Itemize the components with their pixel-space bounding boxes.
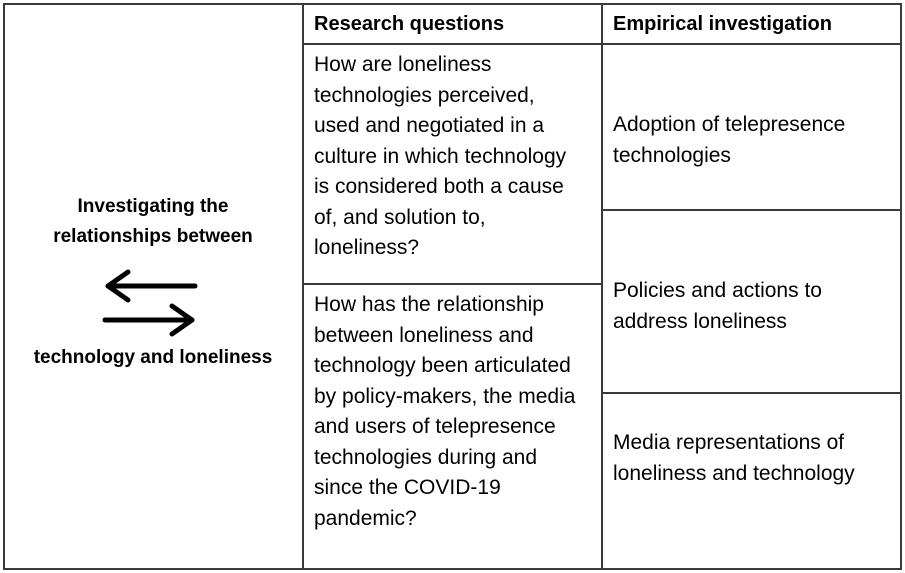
table-border-right bbox=[900, 3, 902, 570]
header-divider bbox=[302, 43, 902, 45]
question-divider bbox=[302, 283, 603, 285]
bidirectional-arrows-icon bbox=[100, 266, 200, 340]
investigation-adoption: Adoption of telepresence technologies bbox=[613, 113, 846, 167]
table-border-left bbox=[3, 3, 5, 570]
column-header-empirical-investigation: Empirical investigation bbox=[613, 13, 832, 35]
column-divider-1 bbox=[302, 3, 304, 570]
table-border-bottom bbox=[3, 568, 902, 570]
investigation-divider-2 bbox=[601, 392, 902, 394]
left-title-bottom: technology and loneliness bbox=[33, 347, 273, 368]
investigation-divider-1 bbox=[601, 209, 902, 211]
investigation-policies: Policies and actions to address loneliness bbox=[613, 279, 822, 333]
column-divider-2 bbox=[601, 3, 603, 570]
column-header-research-questions: Research questions bbox=[314, 13, 505, 35]
table-border-top bbox=[3, 3, 902, 5]
research-question-2: How has the relationship between loneliness and technology been articulated by policy-makers, the media and users of telepresence technologies during and since the COVID-19 pandemic? bbox=[314, 293, 576, 530]
research-question-1: How are loneliness technologies perceived, used and negotiated in a culture in which technology is considered both a cause of, and solution to, loneliness? bbox=[314, 53, 567, 259]
left-title-top: Investigating the relationships between bbox=[53, 196, 253, 247]
investigation-media: Media representations of loneliness and technology bbox=[613, 431, 855, 485]
